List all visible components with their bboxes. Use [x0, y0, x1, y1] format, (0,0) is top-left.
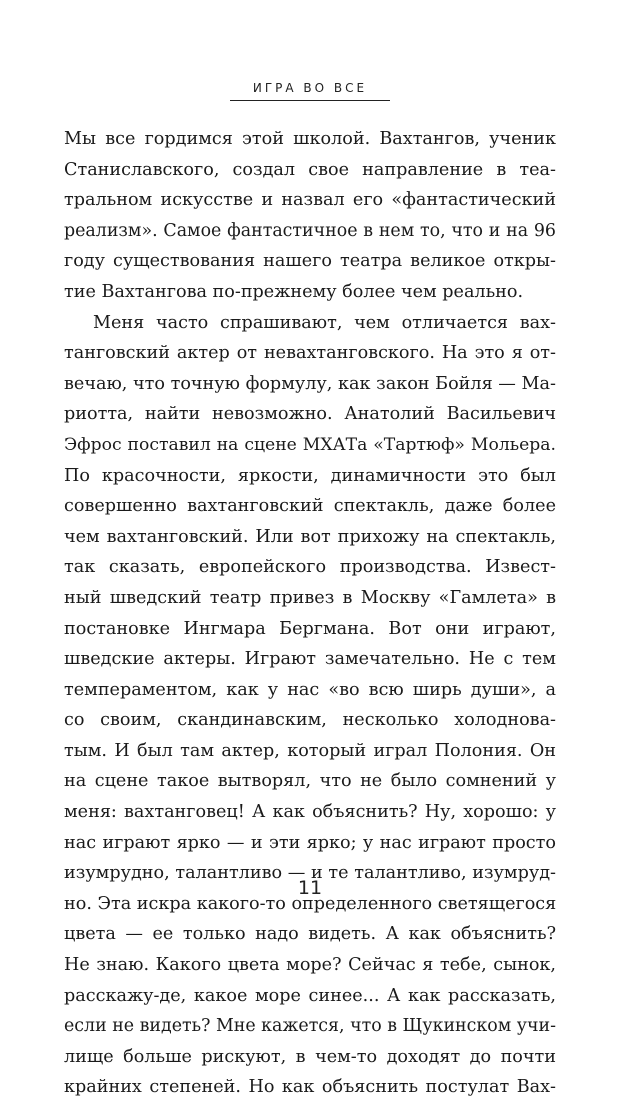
running-head-rule [230, 100, 390, 101]
text-line: изумрудно, талантливо — и те талантливо, изумруд- [64, 863, 556, 884]
text-line: цвета — ее только надо видеть. А как объяснить? [64, 924, 556, 945]
body-text [64, 124, 556, 1103]
text-line: так сказать, европейского производства. Извест- [64, 557, 556, 578]
text-line: тым. И был там актер, который играл Полония. Он [64, 740, 556, 761]
text-line: вечаю, что точную формулу, как закон Бойля — Ма- [64, 373, 556, 394]
text-line: реализм». Самое фантастичное в нем то, что и на 96 [64, 220, 556, 241]
running-head: ИГРА ВО ВСЕ [252, 81, 368, 95]
text-line: Мы все гордимся этой школой. Вахтангов, ученик [64, 129, 556, 149]
text-line: ный шведский театр привез в Москву «Гамлета» в [64, 587, 556, 608]
text-line: Не знаю. Какого цвета море? Сейчас я тебе, сынок, [64, 955, 556, 976]
text-line: танговский актер от невахтанговского. На это я от- [64, 343, 556, 364]
text-line: Станиславского, создал свое направление в теа- [64, 159, 556, 180]
text-line: тие Вахтангова по-прежнему более чем реально. [64, 281, 524, 302]
text-line: темпераментом, как у нас «во всю ширь души», а [64, 679, 556, 700]
text-line: крайних степеней. Но как объяснить постулат Вах- [64, 1077, 556, 1098]
text-line: на сцене такое вытворял, что не было сомнений у [64, 771, 556, 792]
text-line: совершенно вахтанговский спектакль, даже более [64, 496, 556, 517]
text-line: шведские актеры. Играют замечательно. Не с тем [64, 649, 556, 670]
text-line: По красочности, яркости, динамичности это был [64, 465, 556, 486]
text-line: году существования нашего театра великое откры- [64, 251, 556, 272]
text-line: чем вахтанговский. Или вот прихожу на спектакль, [64, 526, 556, 547]
text-line: тральном искусстве и назвал его «фантастический [64, 190, 556, 211]
text-line: но. Эта искра какого-то определенного светящегося [64, 893, 557, 914]
text-line: со своим, скандинавским, несколько холоднова- [64, 710, 556, 731]
text-line: нас играют ярко — и эти ярко; у нас играют просто [64, 832, 556, 853]
text-line: Эфрос поставил на сцене МХАТа «Тартюф» Мольера. [64, 434, 556, 455]
text-line: постановке Ингмара Бергмана. Вот они играют, [64, 618, 556, 639]
text-line: если не видеть? Мне кажется, что в Щукинском учи- [64, 1016, 556, 1037]
text-line: лище больше рискуют, в чем-то доходят до почти [64, 1046, 556, 1067]
page-number: 11 [297, 877, 323, 899]
text-line: риотта, найти невозможно. Анатолий Васильевич [64, 404, 556, 425]
text-line: Меня часто спрашивают, чем отличается вах- [93, 312, 556, 333]
text-line: меня: вахтанговец! А как объяснить? Ну, хорошо: у [64, 802, 556, 823]
text-line: расскажу-де, какое море синее... А как рассказать, [64, 985, 556, 1006]
